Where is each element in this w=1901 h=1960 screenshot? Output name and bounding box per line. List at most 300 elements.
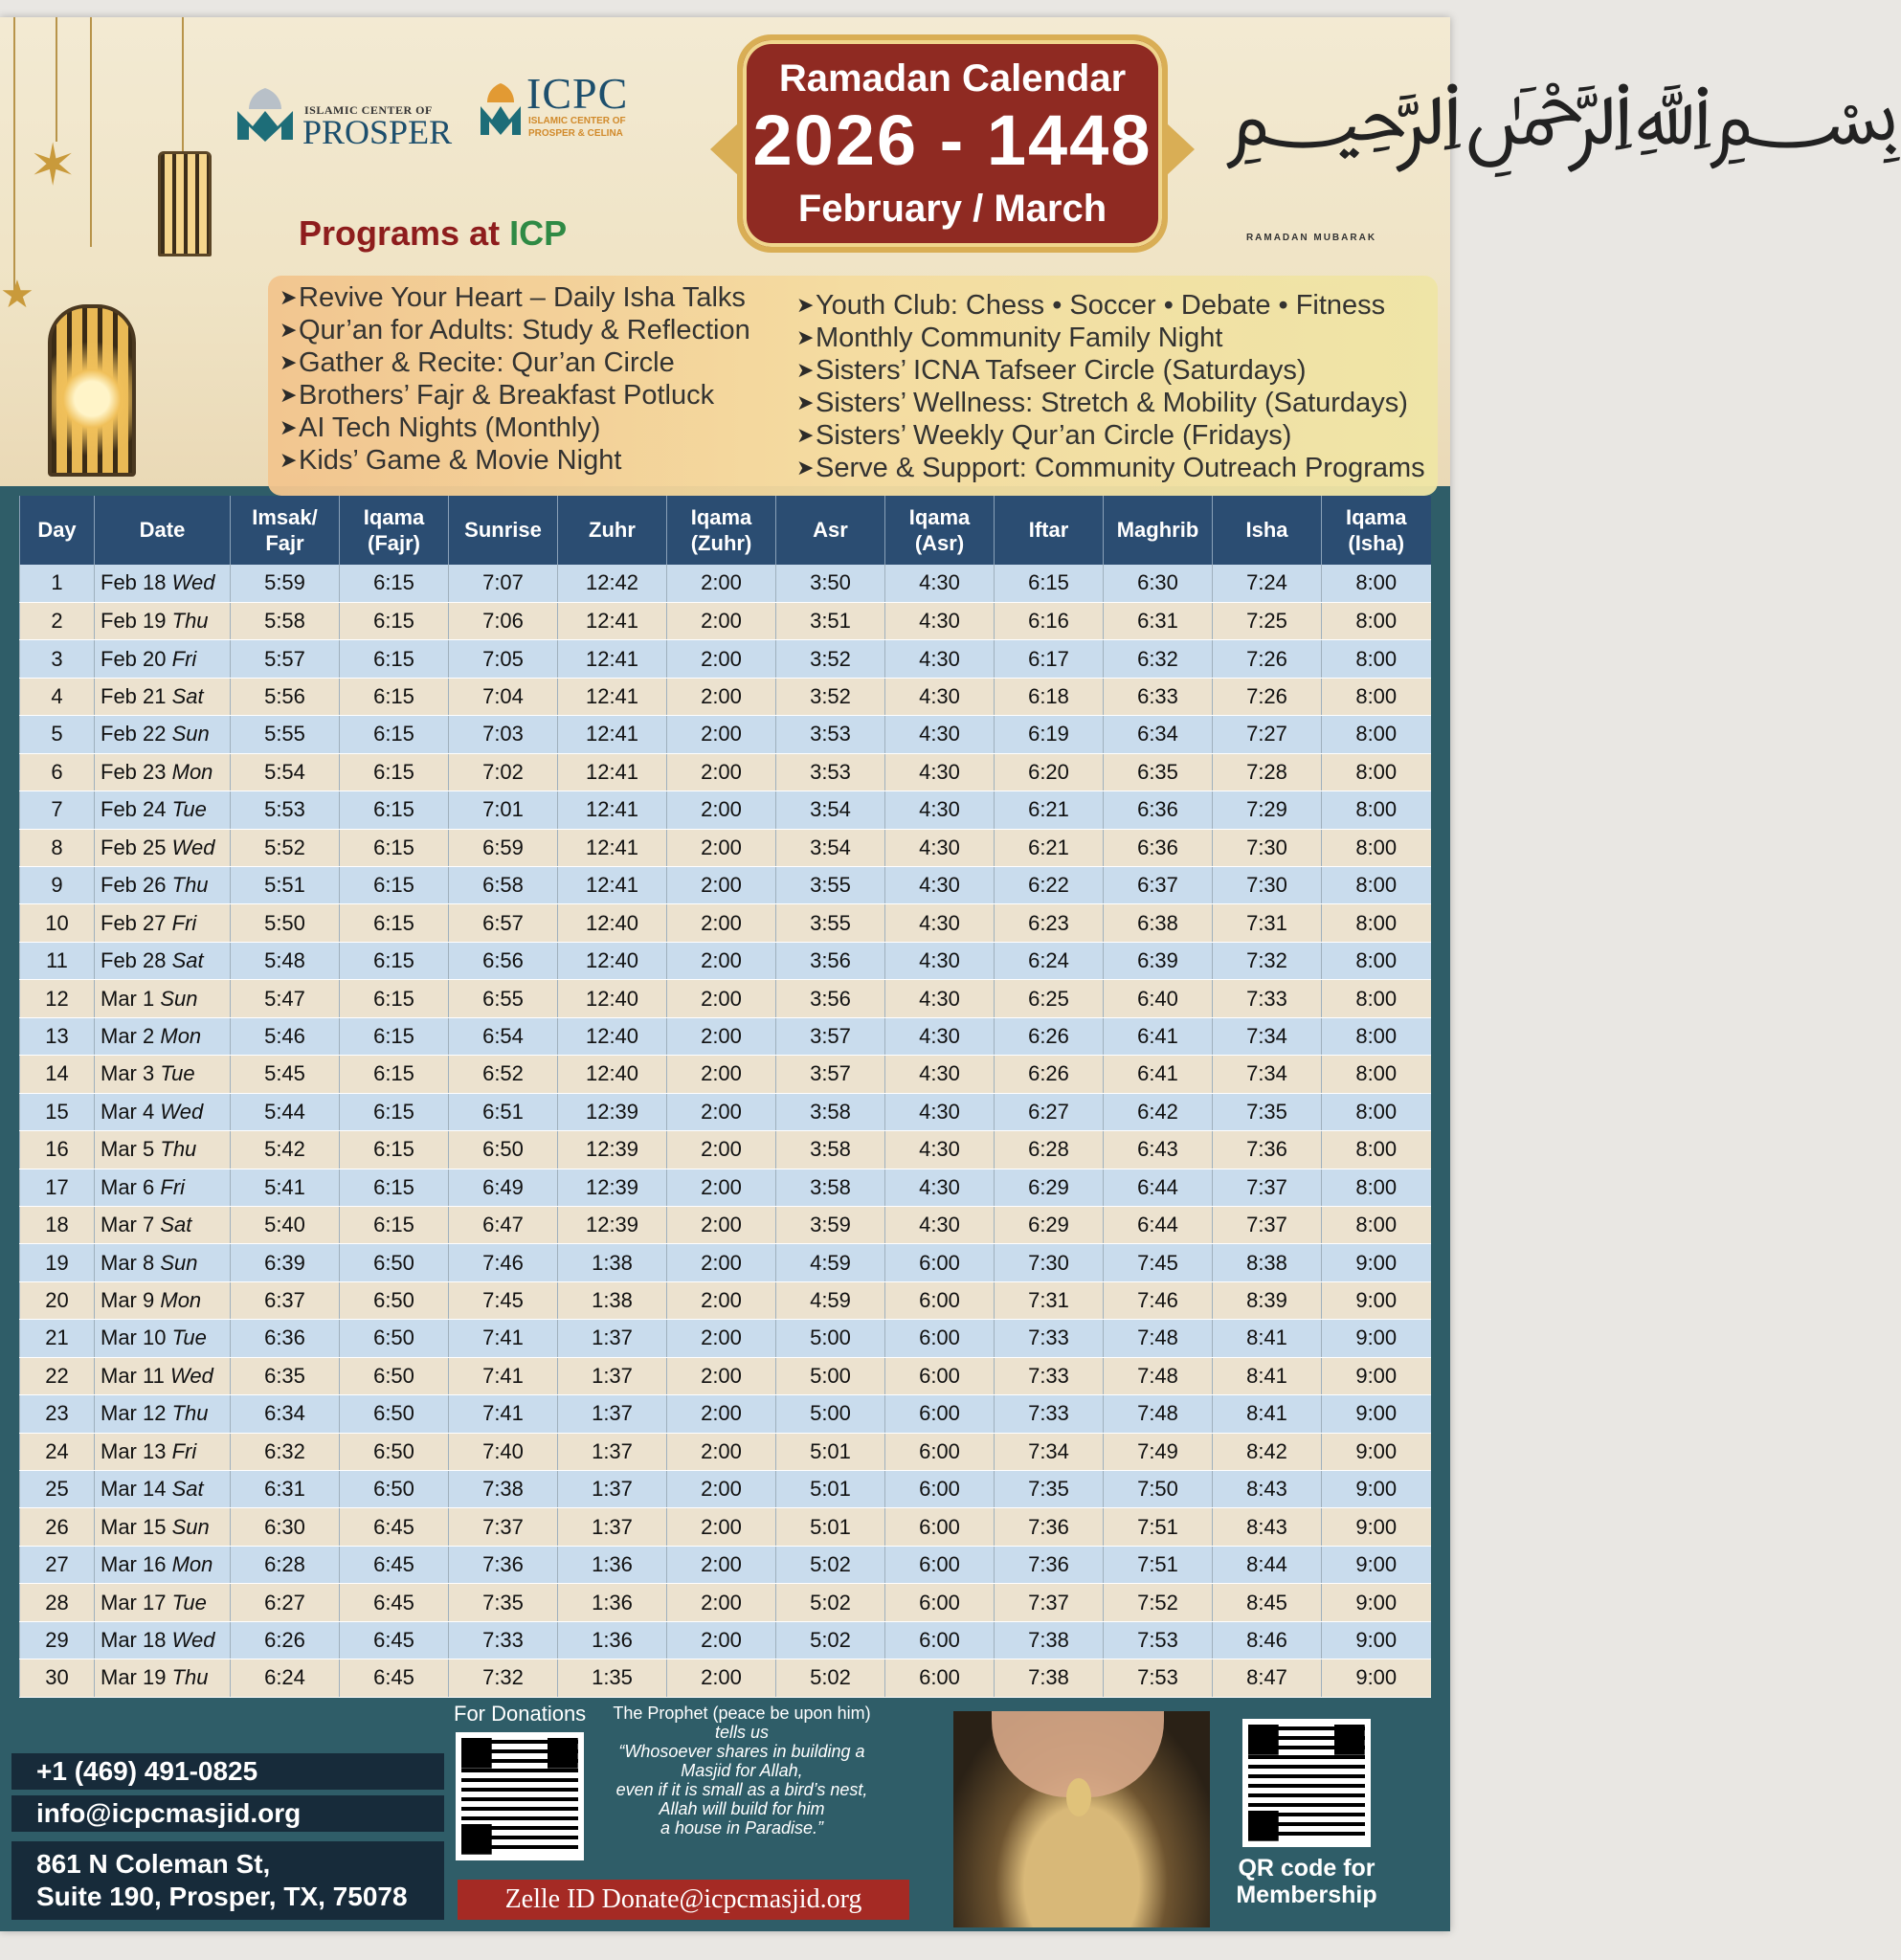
table-cell: 7:30: [1213, 829, 1322, 866]
table-cell: 6:00: [885, 1471, 995, 1508]
table-cell: 7:36: [995, 1508, 1104, 1546]
table-cell: 9:00: [1322, 1357, 1431, 1394]
date-cell: Feb 26 Thu: [95, 867, 231, 904]
table-cell: 5:42: [231, 1131, 340, 1169]
date-cell: Feb 23 Mon: [95, 753, 231, 791]
program-item: ➤Monthly Community Family Night: [796, 323, 1223, 353]
table-cell: 2:00: [667, 753, 776, 791]
table-cell: 6:59: [449, 829, 558, 866]
table-cell: 2:00: [667, 1206, 776, 1243]
date-cell: Mar 18 Wed: [95, 1621, 231, 1659]
address: 861 N Coleman St, Suite 190, Prosper, TX, 75078: [11, 1841, 444, 1920]
table-row: [20, 602, 1431, 639]
table-cell: 8:00: [1322, 829, 1431, 866]
table-cell: 2:00: [667, 678, 776, 715]
programs-list-right: [796, 289, 1425, 484]
donation-qr-code[interactable]: [456, 1732, 584, 1860]
table-cell: 5:46: [231, 1017, 340, 1055]
column-header: Isha: [1213, 496, 1322, 565]
table-cell: 2:00: [667, 1281, 776, 1319]
table-cell: 7:49: [1104, 1433, 1213, 1470]
table-cell: 6:38: [1104, 904, 1213, 942]
table-cell: 2:00: [667, 1017, 776, 1055]
table-cell: 5:45: [231, 1056, 340, 1093]
table-cell: 4:30: [885, 602, 995, 639]
table-cell: 12:41: [558, 716, 667, 753]
table-row: [20, 1433, 1431, 1470]
table-cell: 9:00: [1322, 1244, 1431, 1281]
ramadan-calendar-title: [727, 27, 1177, 261]
table-cell: 8:00: [1322, 1017, 1431, 1055]
table-cell: 5:47: [231, 980, 340, 1017]
table-cell: 2:00: [667, 1659, 776, 1697]
table-cell: 3:56: [776, 980, 885, 1017]
table-cell: 7:53: [1104, 1621, 1213, 1659]
table-cell: 17: [20, 1169, 95, 1206]
table-cell: 7:34: [1213, 1056, 1322, 1093]
table-cell: 8:00: [1322, 791, 1431, 829]
table-cell: 7:34: [995, 1433, 1104, 1470]
table-cell: 6:15: [340, 980, 449, 1017]
table-cell: 3:52: [776, 678, 885, 715]
table-cell: 2:00: [667, 942, 776, 979]
table-cell: 4:30: [885, 1056, 995, 1093]
program-item: ➤Sisters’ Weekly Qur’an Circle (Fridays): [796, 420, 1292, 451]
program-item: ➤Kids’ Game & Movie Night: [280, 445, 622, 476]
table-cell: 14: [20, 1056, 95, 1093]
table-cell: 2:00: [667, 867, 776, 904]
table-cell: 12:41: [558, 678, 667, 715]
table-cell: 3:55: [776, 867, 885, 904]
coin-icon: [1066, 1778, 1091, 1816]
table-cell: 7:31: [995, 1281, 1104, 1319]
table-cell: 4:59: [776, 1244, 885, 1281]
membership-qr-label: QR code for Membership: [1236, 1855, 1377, 1908]
table-cell: 2:00: [667, 1093, 776, 1130]
table-row: [20, 829, 1431, 866]
table-cell: 7:26: [1213, 678, 1322, 715]
table-cell: 6:15: [340, 904, 449, 942]
table-cell: 4:30: [885, 716, 995, 753]
table-row: [20, 1659, 1431, 1697]
date-cell: Feb 24 Tue: [95, 791, 231, 829]
table-cell: 7:48: [1104, 1357, 1213, 1394]
arrow-bullet-icon: ➤: [796, 358, 815, 382]
table-cell: 8:41: [1213, 1357, 1322, 1394]
prayer-times-table: [19, 496, 1426, 1698]
programs-list-left: [280, 281, 750, 477]
table-cell: 12:39: [558, 1169, 667, 1206]
table-cell: 7:33: [995, 1395, 1104, 1433]
table-cell: 6:50: [340, 1320, 449, 1357]
table-cell: 7:04: [449, 678, 558, 715]
table-cell: 9:00: [1322, 1584, 1431, 1621]
calendar-sheet: [0, 17, 1901, 1931]
table-cell: 2: [20, 602, 95, 639]
table-cell: 6:32: [231, 1433, 340, 1470]
column-header: Date: [95, 496, 231, 565]
date-cell: Mar 15 Sun: [95, 1508, 231, 1546]
table-cell: 3:54: [776, 791, 885, 829]
table-row: [20, 904, 1431, 942]
table-cell: 6:58: [449, 867, 558, 904]
table-row: [20, 565, 1431, 602]
table-row: [20, 640, 1431, 678]
table-cell: 7:35: [1213, 1093, 1322, 1130]
date-cell: Mar 10 Tue: [95, 1320, 231, 1357]
table-row: [20, 1546, 1431, 1583]
table-cell: 8:43: [1213, 1508, 1322, 1546]
table-cell: 9:00: [1322, 1433, 1431, 1470]
table-cell: 8: [20, 829, 95, 866]
table-cell: 12:39: [558, 1206, 667, 1243]
table-cell: 6:34: [231, 1395, 340, 1433]
table-cell: 6:15: [340, 1206, 449, 1243]
table-cell: 4:30: [885, 1206, 995, 1243]
column-header: Iftar: [995, 496, 1104, 565]
table-cell: 7:48: [1104, 1395, 1213, 1433]
phone-number: +1 (469) 491-0825: [11, 1753, 444, 1790]
table-cell: 1: [20, 565, 95, 602]
table-cell: 2:00: [667, 1546, 776, 1583]
table-cell: 9:00: [1322, 1508, 1431, 1546]
table-cell: 6:15: [340, 678, 449, 715]
title-year: 2026 - 1448: [752, 100, 1152, 180]
hanging-string: [56, 17, 57, 142]
table-cell: 5:48: [231, 942, 340, 979]
table-cell: 7:33: [1213, 980, 1322, 1017]
table-cell: 6:24: [231, 1659, 340, 1697]
table-cell: 7:02: [449, 753, 558, 791]
table-cell: 6:25: [995, 980, 1104, 1017]
table-cell: 9:00: [1322, 1471, 1431, 1508]
table-row: [20, 1281, 1431, 1319]
lantern-icon: [158, 151, 212, 256]
table-cell: 6:50: [340, 1244, 449, 1281]
table-cell: 6:31: [1104, 602, 1213, 639]
date-cell: Feb 27 Fri: [95, 904, 231, 942]
table-cell: 4:30: [885, 678, 995, 715]
table-cell: 6:37: [231, 1281, 340, 1319]
table-cell: 12:40: [558, 1017, 667, 1055]
table-cell: 7:53: [1104, 1659, 1213, 1697]
table-cell: 6:15: [340, 1017, 449, 1055]
table-cell: 6:00: [885, 1508, 995, 1546]
table-cell: 7:36: [449, 1546, 558, 1583]
table-cell: 7:38: [995, 1659, 1104, 1697]
program-item: ➤Revive Your Heart – Daily Isha Talks: [280, 282, 746, 313]
date-cell: Mar 2 Mon: [95, 1017, 231, 1055]
table-cell: 7:32: [1213, 942, 1322, 979]
table-cell: 7:46: [1104, 1281, 1213, 1319]
table-cell: 4:30: [885, 753, 995, 791]
donations-label: For Donations: [454, 1702, 587, 1726]
table-cell: 6:18: [995, 678, 1104, 715]
table-cell: 5:02: [776, 1584, 885, 1621]
table-cell: 5:02: [776, 1659, 885, 1697]
table-row: [20, 1320, 1431, 1357]
table-cell: 6:31: [231, 1471, 340, 1508]
table-cell: 8:00: [1322, 1131, 1431, 1169]
table-cell: 6:45: [340, 1546, 449, 1583]
program-item: ➤Sisters’ ICNA Tafseer Circle (Saturdays): [796, 355, 1307, 386]
table-cell: 6:15: [340, 753, 449, 791]
date-cell: Mar 16 Mon: [95, 1546, 231, 1583]
table-cell: 6:40: [1104, 980, 1213, 1017]
column-header: Zuhr: [558, 496, 667, 565]
arrow-bullet-icon: ➤: [796, 293, 815, 317]
table-cell: 7:41: [449, 1395, 558, 1433]
table-cell: 6:15: [340, 640, 449, 678]
date-cell: Feb 22 Sun: [95, 716, 231, 753]
table-cell: 6:26: [995, 1056, 1104, 1093]
table-cell: 6:15: [340, 602, 449, 639]
date-cell: Mar 13 Fri: [95, 1433, 231, 1470]
column-header: Iqama (Asr): [885, 496, 995, 565]
table-cell: 6:36: [1104, 791, 1213, 829]
table-row: [20, 1395, 1431, 1433]
table-cell: 8:00: [1322, 565, 1431, 602]
table-cell: 8:00: [1322, 1206, 1431, 1243]
date-cell: Mar 14 Sat: [95, 1471, 231, 1508]
table-row: [20, 1017, 1431, 1055]
table-cell: 2:00: [667, 1169, 776, 1206]
table-cell: 3:55: [776, 904, 885, 942]
table-cell: 2:00: [667, 1395, 776, 1433]
table-cell: 6:28: [995, 1131, 1104, 1169]
table-cell: 4:30: [885, 980, 995, 1017]
table-cell: 12:40: [558, 980, 667, 1017]
table-cell: 8:00: [1322, 1056, 1431, 1093]
table-row: [20, 1093, 1431, 1130]
table-row: [20, 1584, 1431, 1621]
table-cell: 6:19: [995, 716, 1104, 753]
table-cell: 6:27: [231, 1584, 340, 1621]
table-cell: 22: [20, 1357, 95, 1394]
table-cell: 8:43: [1213, 1471, 1322, 1508]
table-cell: 3:57: [776, 1017, 885, 1055]
table-cell: 1:37: [558, 1357, 667, 1394]
arrow-bullet-icon: ➤: [280, 383, 298, 407]
date-cell: Feb 18 Wed: [95, 565, 231, 602]
table-cell: 1:36: [558, 1584, 667, 1621]
table-cell: 3:53: [776, 753, 885, 791]
table-cell: 6:50: [340, 1433, 449, 1470]
table-cell: 1:38: [558, 1281, 667, 1319]
table-row: [20, 867, 1431, 904]
table-cell: 6:22: [995, 867, 1104, 904]
table-cell: 6:15: [340, 1169, 449, 1206]
table-cell: 7:38: [449, 1471, 558, 1508]
table-cell: 5:01: [776, 1471, 885, 1508]
table-cell: 2:00: [667, 1584, 776, 1621]
table-cell: 2:00: [667, 565, 776, 602]
table-cell: 5:58: [231, 602, 340, 639]
table-cell: 6:44: [1104, 1169, 1213, 1206]
table-cell: 6:33: [1104, 678, 1213, 715]
table-cell: 3:58: [776, 1131, 885, 1169]
table-cell: 7:37: [995, 1584, 1104, 1621]
star-ornament-icon: ★: [0, 274, 34, 316]
table-cell: 5: [20, 716, 95, 753]
table-cell: 6:00: [885, 1281, 995, 1319]
table-cell: 6:39: [231, 1244, 340, 1281]
table-row: [20, 791, 1431, 829]
table-cell: 6:44: [1104, 1206, 1213, 1243]
table-cell: 6:00: [885, 1320, 995, 1357]
table-cell: 21: [20, 1320, 95, 1357]
table-cell: 7:51: [1104, 1546, 1213, 1583]
table-cell: 7:52: [1104, 1584, 1213, 1621]
date-cell: Mar 9 Mon: [95, 1281, 231, 1319]
table-cell: 8:47: [1213, 1659, 1322, 1697]
table-cell: 7:51: [1104, 1508, 1213, 1546]
table-cell: 7:06: [449, 602, 558, 639]
table-cell: 7:01: [449, 791, 558, 829]
table-cell: 7:41: [449, 1357, 558, 1394]
table-cell: 13: [20, 1017, 95, 1055]
table-cell: 2:00: [667, 829, 776, 866]
table-cell: 7:33: [995, 1357, 1104, 1394]
table-row: [20, 1471, 1431, 1508]
table-cell: 2:00: [667, 1320, 776, 1357]
table-cell: 4:30: [885, 1093, 995, 1130]
table-cell: 8:00: [1322, 602, 1431, 639]
table-row: [20, 1508, 1431, 1546]
table-row: [20, 716, 1431, 753]
table-cell: 6:00: [885, 1584, 995, 1621]
table-cell: 6:45: [340, 1508, 449, 1546]
table-cell: 8:41: [1213, 1395, 1322, 1433]
table-cell: 5:02: [776, 1621, 885, 1659]
table-cell: 3:58: [776, 1169, 885, 1206]
table-cell: 8:00: [1322, 1169, 1431, 1206]
table-cell: 5:40: [231, 1206, 340, 1243]
table-cell: 6:56: [449, 942, 558, 979]
table-cell: 5:01: [776, 1508, 885, 1546]
table-cell: 5:00: [776, 1357, 885, 1394]
table-cell: 7:37: [1213, 1169, 1322, 1206]
table-cell: 6:15: [340, 791, 449, 829]
table-cell: 2:00: [667, 1433, 776, 1470]
table-cell: 23: [20, 1395, 95, 1433]
table-cell: 7:41: [449, 1320, 558, 1357]
table-row: [20, 980, 1431, 1017]
table-cell: 7:30: [995, 1244, 1104, 1281]
table-cell: 12:40: [558, 1056, 667, 1093]
programs-panel: [268, 276, 1438, 496]
table-row: [20, 1206, 1431, 1243]
table-cell: 6:00: [885, 1659, 995, 1697]
footer: [0, 1698, 1450, 1931]
table-cell: 6:28: [231, 1546, 340, 1583]
table-cell: 6:51: [449, 1093, 558, 1130]
table-cell: 7:45: [1104, 1244, 1213, 1281]
qr-code-icon: [1248, 1725, 1365, 1841]
table-cell: 6:32: [1104, 640, 1213, 678]
logo-islamic-center-of-prosper: ISLAMIC CENTER OF PROSPER: [234, 56, 463, 151]
table-cell: 20: [20, 1281, 95, 1319]
table-cell: 3:50: [776, 565, 885, 602]
table-cell: 6:50: [340, 1471, 449, 1508]
table-cell: 9:00: [1322, 1320, 1431, 1357]
table-row: [20, 1244, 1431, 1281]
arrow-bullet-icon: ➤: [796, 390, 815, 414]
table-cell: 6:26: [231, 1621, 340, 1659]
table-cell: 2:00: [667, 1056, 776, 1093]
arrow-bullet-icon: ➤: [280, 415, 298, 439]
table-cell: 6:21: [995, 829, 1104, 866]
date-cell: Feb 20 Fri: [95, 640, 231, 678]
table-cell: 2:00: [667, 1131, 776, 1169]
table-cell: 1:36: [558, 1621, 667, 1659]
arrow-bullet-icon: ➤: [280, 285, 298, 309]
mosque-logo-icon: [479, 79, 523, 137]
table-cell: 6:42: [1104, 1093, 1213, 1130]
date-cell: Mar 4 Wed: [95, 1093, 231, 1130]
table-cell: 4:30: [885, 942, 995, 979]
arrow-bullet-icon: ➤: [280, 448, 298, 472]
table-cell: 12:40: [558, 904, 667, 942]
table-cell: 16: [20, 1131, 95, 1169]
table-cell: 12:41: [558, 602, 667, 639]
table-cell: 6:49: [449, 1169, 558, 1206]
table-cell: 5:55: [231, 716, 340, 753]
table-cell: 6:17: [995, 640, 1104, 678]
table-cell: 6:21: [995, 791, 1104, 829]
table-cell: 9:00: [1322, 1395, 1431, 1433]
table-cell: 4:30: [885, 829, 995, 866]
table-cell: 7:35: [449, 1584, 558, 1621]
table-cell: 7:07: [449, 565, 558, 602]
table-cell: 8:46: [1213, 1621, 1322, 1659]
table-cell: 28: [20, 1584, 95, 1621]
table-cell: 7: [20, 791, 95, 829]
table-cell: 9:00: [1322, 1281, 1431, 1319]
title-months: February / March: [797, 188, 1107, 230]
table-cell: 8:00: [1322, 1093, 1431, 1130]
membership-qr-code[interactable]: [1242, 1719, 1371, 1847]
table-cell: 9:00: [1322, 1621, 1431, 1659]
table-cell: 12:41: [558, 640, 667, 678]
table-cell: 8:41: [1213, 1320, 1322, 1357]
table-cell: 5:02: [776, 1546, 885, 1583]
table-cell: 12: [20, 980, 95, 1017]
table-cell: 6:50: [340, 1395, 449, 1433]
date-cell: Mar 19 Thu: [95, 1659, 231, 1697]
table-cell: 5:51: [231, 867, 340, 904]
arrow-bullet-icon: ➤: [280, 318, 298, 342]
table-cell: 7:05: [449, 640, 558, 678]
programs-title: Programs at ICP: [299, 213, 568, 253]
table-cell: 3: [20, 640, 95, 678]
table-cell: 3:54: [776, 829, 885, 866]
table-cell: 5:54: [231, 753, 340, 791]
date-cell: Mar 5 Thu: [95, 1131, 231, 1169]
table-cell: 6:15: [340, 867, 449, 904]
table-cell: 6:00: [885, 1357, 995, 1394]
program-item: ➤Qur’an for Adults: Study & Reflection: [280, 315, 750, 345]
table-cell: 2:00: [667, 1621, 776, 1659]
date-cell: Mar 6 Fri: [95, 1169, 231, 1206]
table-cell: 26: [20, 1508, 95, 1546]
table-row: [20, 942, 1431, 979]
table-cell: 7:29: [1213, 791, 1322, 829]
table-cell: 15: [20, 1093, 95, 1130]
hanging-string: [90, 17, 92, 247]
table-cell: 7:36: [995, 1546, 1104, 1583]
table-row: [20, 1357, 1431, 1394]
